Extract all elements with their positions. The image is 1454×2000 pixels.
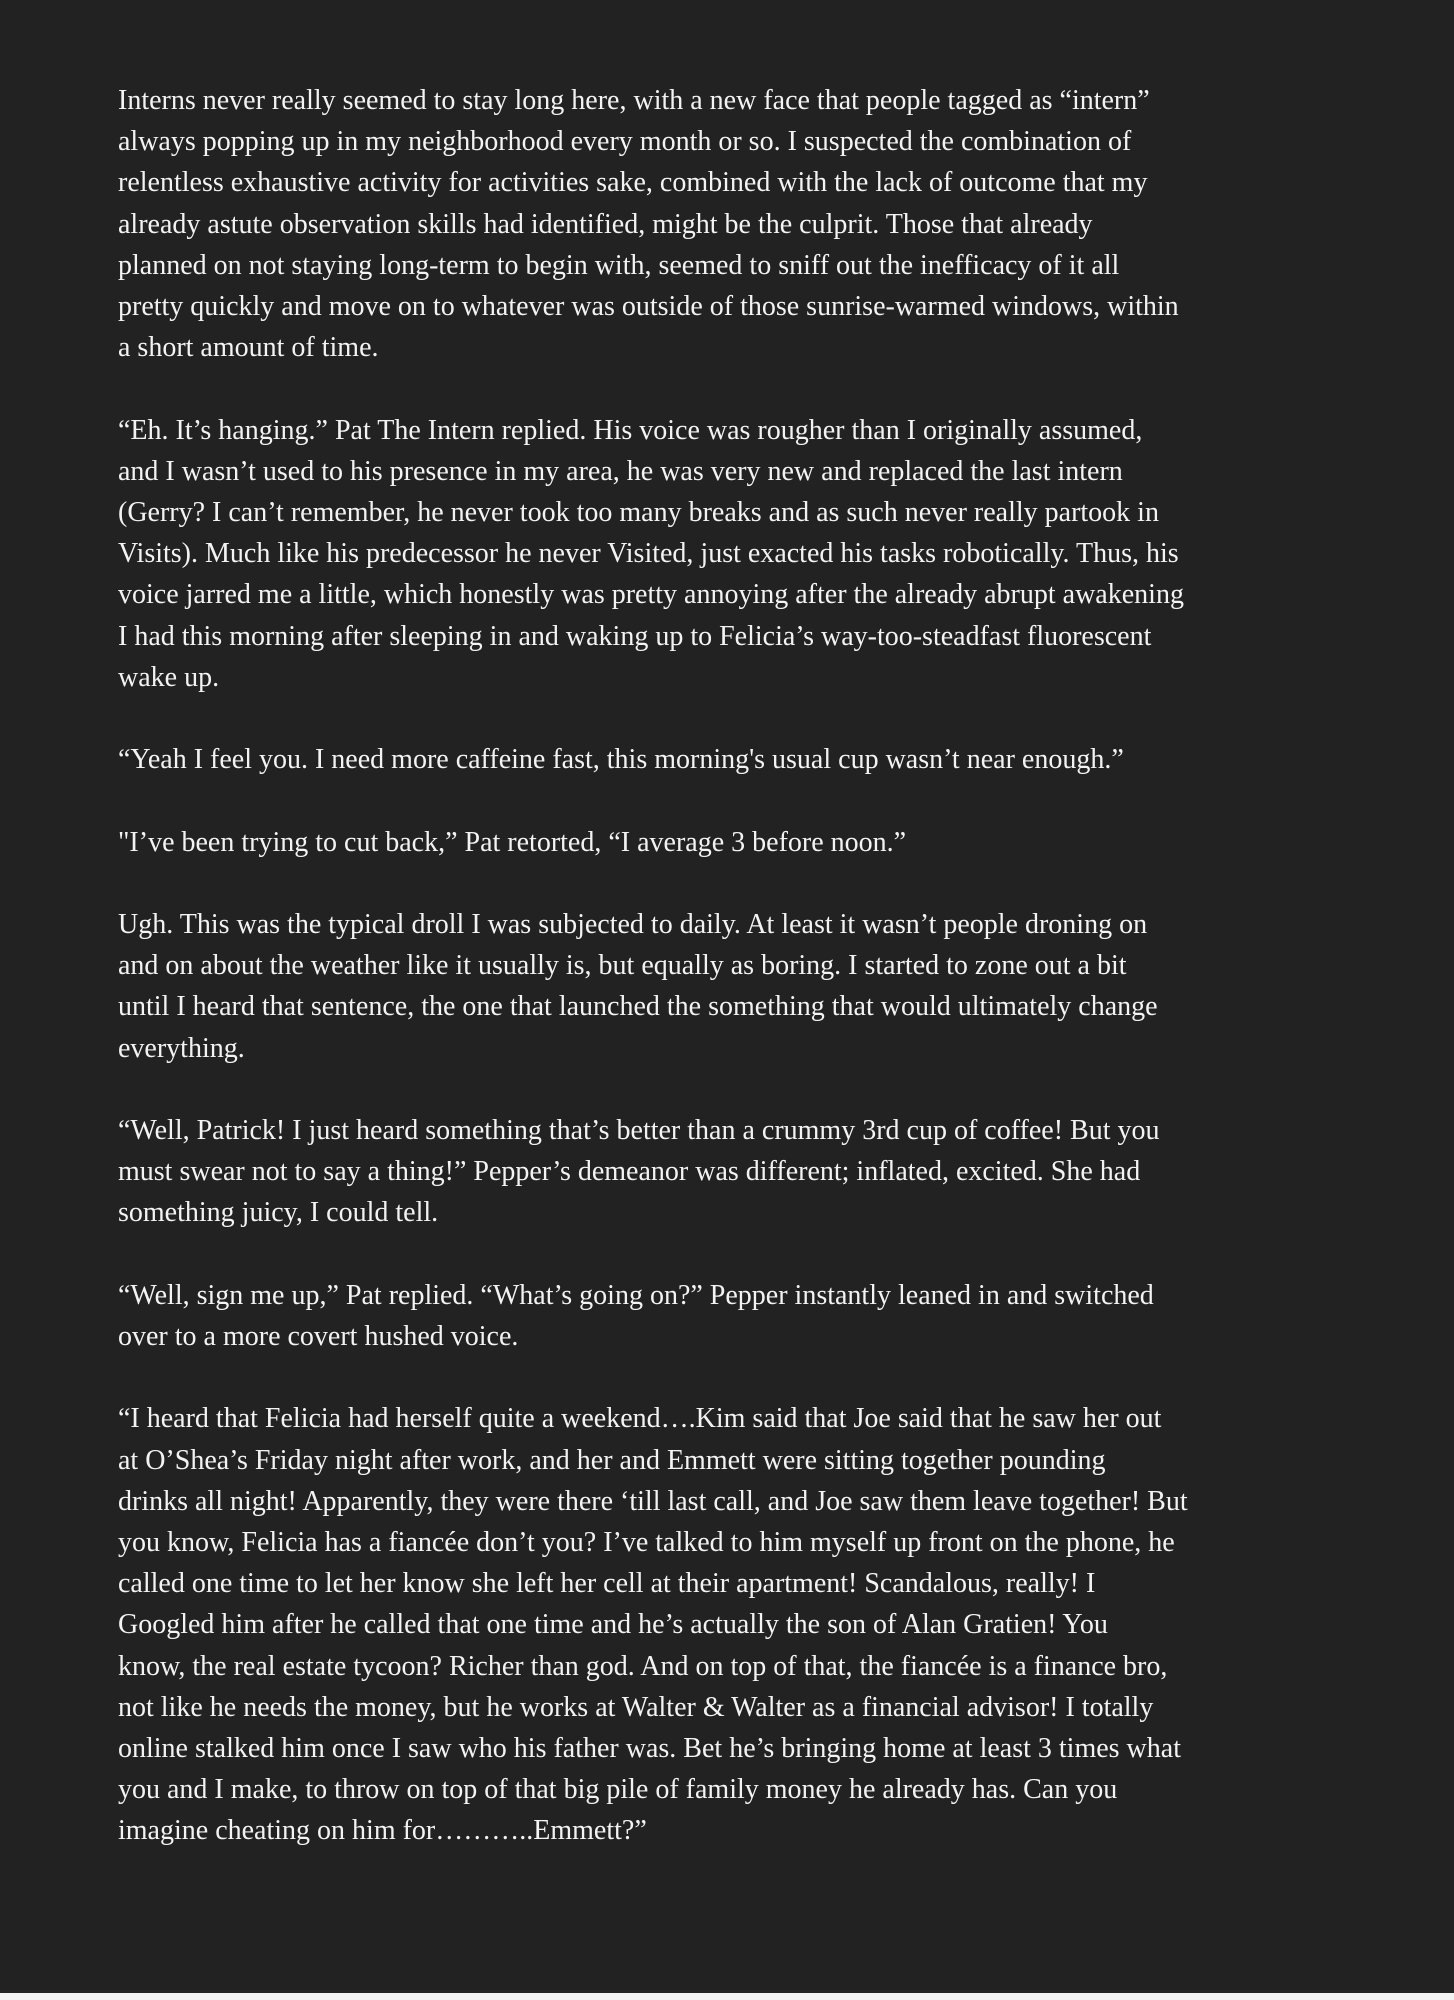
paragraph-sign-me-up: “Well, sign me up,” Pat replied. “What’s going on?” Pepper instantly leaned in and switched over to a more covert hushed voice. xyxy=(118,1279,1154,1352)
paragraph-eh-its-hanging: “Eh. It’s hanging.” Pat The Intern replied. His voice was rougher than I originally assumed, and I wasn’t used to his presence in my area, he was very new and replaced the last intern (Gerry? I can’t remember, he never took too many breaks and as such never really partook in Visits). Much like his predecessor he never Visited, just exacted his tasks robotically. Thus, his voice jarred me a little, which honestly was pretty annoying after the already abrupt awakening I had this morning after sleeping in and waking up to Felicia’s way-too-steadfast fluorescent wake up. xyxy=(118,414,1184,693)
paragraph-interns: Interns never really seemed to stay long here, with a new face that people tagged as “intern” always popping up in my neighborhood every month or so. I suspected the combination of relentless exhaustive activity for activities sake, combined with the lack of outcome that my already astute observation skills had identified, might be the culprit. Those that already planned on not staying long-term to begin with, seemed to sniff out the inefficacy of it all pretty quickly and move on to whatever was outside of those sunrise-warmed windows, within a short amount of time. xyxy=(118,85,1179,364)
document-body xyxy=(118,80,1340,1852)
paragraph-well-patrick: “Well, Patrick! I just heard something that’s better than a crummy 3rd cup of coffee! But you must swear not to say a thing!” Pepper’s demeanor was different; inflated, excited. She had something juicy, I could tell. xyxy=(118,1115,1160,1229)
paragraph-felicia-weekend: “I heard that Felicia had herself quite a weekend….Kim said that Joe said that he saw her out at O’Shea’s Friday night after work, and her and Emmett were sitting together pounding drinks all night! Apparently, they were there ‘till last call, and Joe saw them leave together! But you know, Felicia has a fiancée don’t you? I’ve talked to him myself up front on the phone, he called one time to let her know she left her cell at their apartment! Scandalous, really! I Googled him after he called that one time and he’s actually the son of Alan Gratien! You know, the real estate tycoon? Richer than god. And on top of that, the fiancée is a finance bro, not like he needs the money, but he works at Walter & Walter as a financial advisor! I totally online stalked him once I saw who his father was. Bet he’s bringing home at least 3 times what you and I make, to throw on top of that big pile of family money he already has. Can you imagine cheating on him for………..Emmett?” xyxy=(118,1403,1188,1847)
paragraph-caffeine: “Yeah I feel you. I need more caffeine fast, this morning's usual cup wasn’t near enough.” xyxy=(118,744,1124,776)
bottom-edge xyxy=(0,1993,1454,2000)
paragraph-ugh: Ugh. This was the typical droll I was subjected to daily. At least it wasn’t people droning on and on about the weather like it usually is, but equally as boring. I started to zone out a bit until I heard that sentence, the one that launched the something that would ultimately change everything. xyxy=(118,909,1158,1064)
paragraph-cut-back: "I’ve been trying to cut back,” Pat retorted, “I average 3 before noon.” xyxy=(118,826,907,858)
